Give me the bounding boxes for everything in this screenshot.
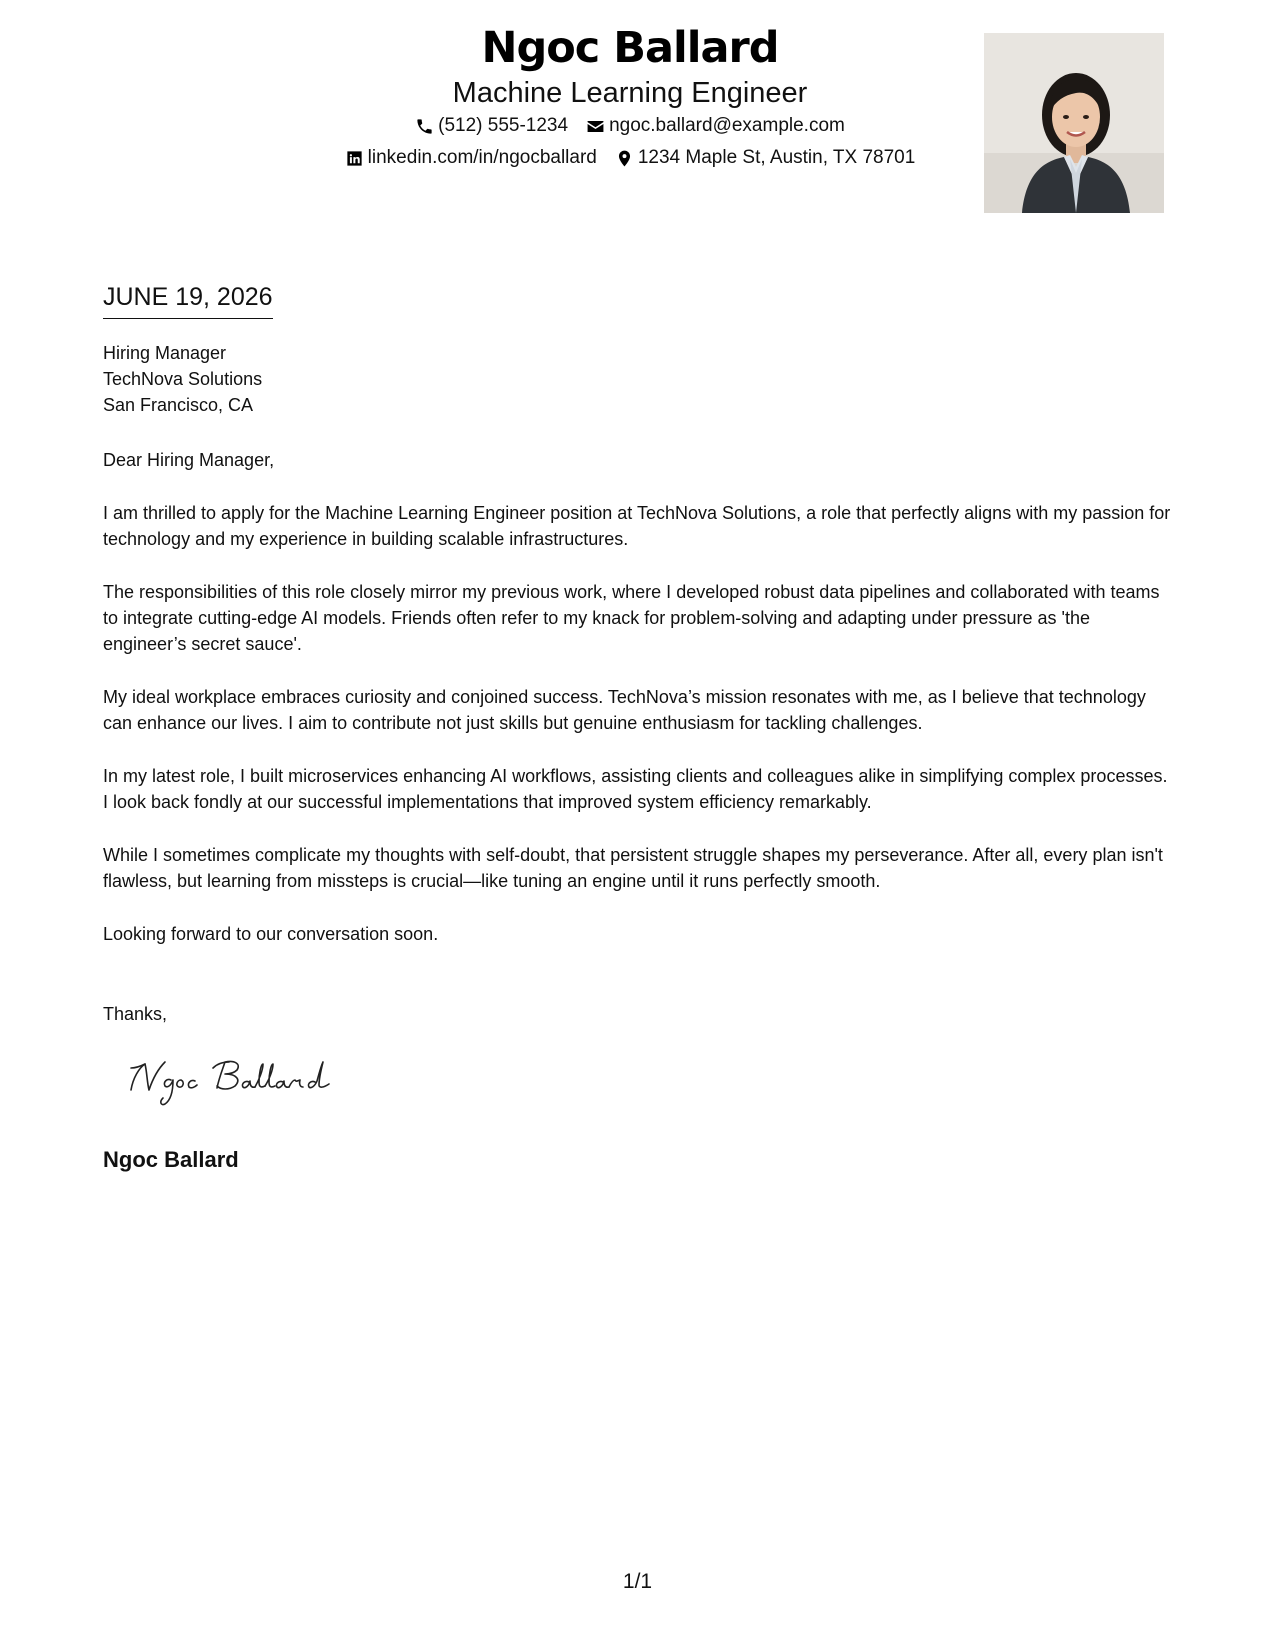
applicant-title: Machine Learning Engineer [452,77,808,109]
signer-name: Ngoc Ballard [103,1147,239,1172]
page-number: 1/1 [622,1570,653,1593]
paragraph: My ideal workplace embraces curiosity and conjoined success. TechNova’s mission resonates with me, as I believe that technology can enhance our lives. I aim to contribute not just skills but genuine enthusiasm for tackling challenges. [103,687,1146,733]
signature-image [125,1050,345,1110]
recipient-name: Hiring Manager [103,343,227,363]
contact-email [586,110,845,142]
closing: Thanks, [103,1004,168,1024]
phone-number: (512) 555-1234 [438,115,569,136]
letter-date: JUNE 19, 2026 [103,280,273,319]
envelope-icon [586,117,605,136]
contact-address [615,142,915,174]
letter-body [103,447,1173,974]
handwritten-signature [125,1050,345,1110]
map-pin-icon [615,149,634,168]
portrait-image [984,33,1164,213]
recipient-location: San Francisco, CA [103,395,254,415]
contact-linkedin [345,142,597,174]
linkedin-url: linkedin.com/in/ngocballard [367,147,597,168]
paragraph: Looking forward to our conversation soon. [103,924,439,944]
email-address: ngoc.ballard@example.com [609,115,845,136]
paragraph: I am thrilled to apply for the Machine Learning Engineer position at TechNova Solutions, a role that perfectly aligns with my passion for technology and my experience in building scalable infrastructures. [103,503,1171,549]
applicant-photo [984,33,1164,213]
phone-icon [415,117,434,136]
paragraph: While I sometimes complicate my thoughts with self-doubt, that persistent struggle shapes my perseverance. After all, every plan isn't flawless, but learning from missteps is crucial—like tuning an engine until it runs perfectly smooth. [103,845,1163,891]
contact-phone [415,110,568,142]
linkedin-icon [345,149,364,168]
applicant-name: Ngoc Ballard [481,23,779,73]
paragraph: In my latest role, I built microservices enhancing AI workflows, assisting clients and colleagues alike in simplifying complex processes. I look back fondly at our successful implementations that improved system efficiency remarkably. [103,766,1168,812]
paragraph: The responsibilities of this role closely mirror my previous work, where I developed robust data pipelines and collaborated with teams to integrate cutting-edge AI models. Friends often refer to my knack for problem-solving and adapting under pressure as 'the engineer’s secret sauce'. [103,582,1160,654]
recipient-block [103,340,262,418]
salutation: Dear Hiring Manager, [103,450,275,470]
recipient-company: TechNova Solutions [103,369,263,389]
street-address: 1234 Maple St, Austin, TX 78701 [637,147,916,168]
